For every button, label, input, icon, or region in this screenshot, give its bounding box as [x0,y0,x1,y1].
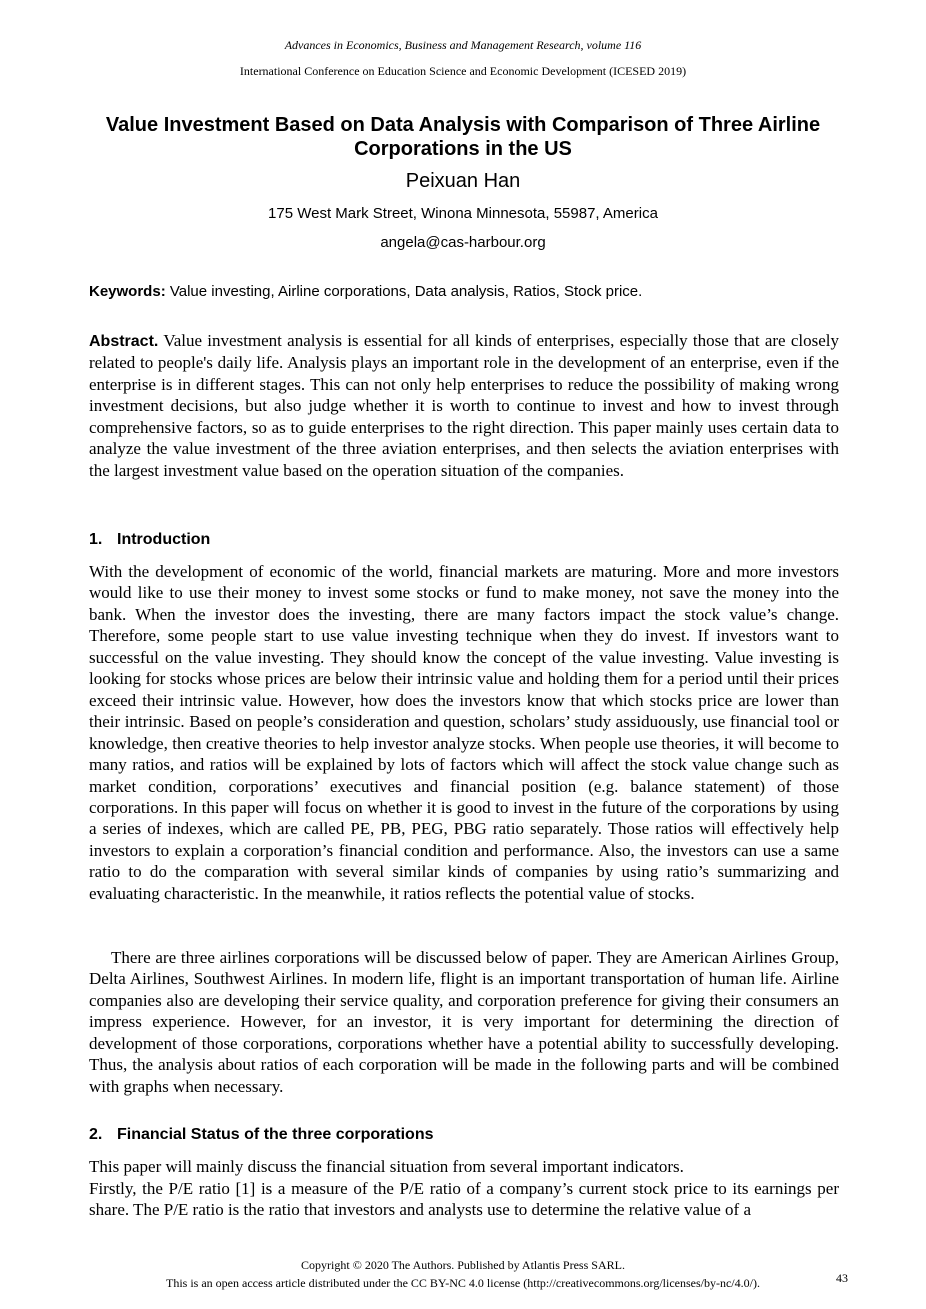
section-title: Introduction [117,531,211,548]
author-name: Peixuan Han [405,170,521,192]
journal-header: Advances in Economics, Business and Management Research, volume 116 [284,38,642,52]
section2-paragraph-2: Firstly, the P/E ratio [1] is a measure of the P/E ratio of a company’s current stock price to its earnings per share. The P/E ratio is the ratio that investors and analysts use to determine the relative value of a [89,1179,839,1220]
intro-paragraph-1: With the development of economic of the world, financial markets are maturing. More and more investors would like to use their money to invest some stocks or fund to make money, not save the money into the bank. When the investor does the investing, there are many factors impact the stock value’s change. Therefore, some people start to use value investing technique when they do invest. If investors want to successful on the value investing. They should know the concept of the value investing. Value investing is looking for stocks whose prices are below their intrinsic value and holding them for a period until their prices exceed their intrinsic value. However, how does the investors know that which stocks price are lower than their intrinsic. Based on people’s consideration and question, scholars’ study assiduously, use financial tool or knowledge, then creative theories to help investor analyze stocks. When people use theories, it will become to many ratios, and ratios will be explained by lots of factors which will affect the stock value change such as market condition, corporations’ executives and financial position (e.g. balance statement) of those corporations. In this paper will focus on whether it is good to invest in the future of the corporations by using a series of indexes, which are called PE, PB, PEG, PBG ratio separately. Those ratios will effectively help investors to explain a corporation’s financial condition and performance. Also, the investors can use a same ratio to do the comparation with several similar kinds of companies by using ratio’s summarizing and evaluating characteristic. In the meanwhile, it ratios reflects the potential value of stocks. [89,562,839,903]
page-number: 43 [836,1271,848,1285]
section-title: Financial Status of the three corporations [117,1126,434,1143]
keywords-text: Value investing, Airline corporations, Data analysis, Ratios, Stock price. [169,283,643,300]
section-heading-introduction [89,531,839,549]
keywords [89,283,849,300]
author-email[interactable]: angela@cas-harbour.org [380,234,546,251]
abstract [89,330,839,481]
abstract-text: Value investment analysis is essential for all kinds of enterprises, especially those that are closely related to people's daily life. Analysis plays an important role in the development of an enterprise, even if the enterprise is in different stages. This can not only help enterprises to reduce the possibility of making wrong investment decisions, but also judge whether it is worth to continue to invest and how to invest through comprehensive factors, so as to guide enterprises to the right direction. This paper mainly uses certain data to analyze the value investment of the three aviation enterprises, and then selects the aviation enterprises with the largest investment value based on the operation situation of the companies. [89,331,839,480]
footer-copyright: Copyright © 2020 The Authors. Published by Atlantis Press SARL. [301,1258,625,1272]
section-number: 1. [89,531,103,548]
section2-paragraph-1: This paper will mainly discuss the financial situation from several important indicators. [89,1157,684,1176]
author-address: 175 West Mark Street, Winona Minnesota, 55987, America [268,205,658,222]
footer-license: This is an open access article distributed under the CC BY-NC 4.0 license (http://creativecommons.org/licenses/by-nc/4.0/). [166,1276,760,1290]
abstract-label: Abstract. [89,333,159,350]
conference-header: International Conference on Education Science and Economic Development (ICESED 2019) [239,64,687,78]
keywords-label: Keywords: [89,283,166,300]
paper-title: Value Investment Based on Data Analysis with Comparison of Three Airline Corporations in the US [105,114,821,160]
intro-paragraph-2: There are three airlines corporations will be discussed below of paper. They are American Airlines Group, Delta Airlines, Southwest Airlines. In modern life, flight is an important transportation of human life. Airline companies also are developing their service quality, and corporation preference for giving their consumers an impress experience. However, for an investor, it is very important for determining the direction of development of those corporations, corporations whether have a potential ability to successfully developing. Thus, the analysis about ratios of each corporation will be made in the following parts and will be combined with graphs when necessary. [89,948,839,1096]
section-number: 2. [89,1126,103,1143]
section-heading-financial-status [89,1126,839,1144]
